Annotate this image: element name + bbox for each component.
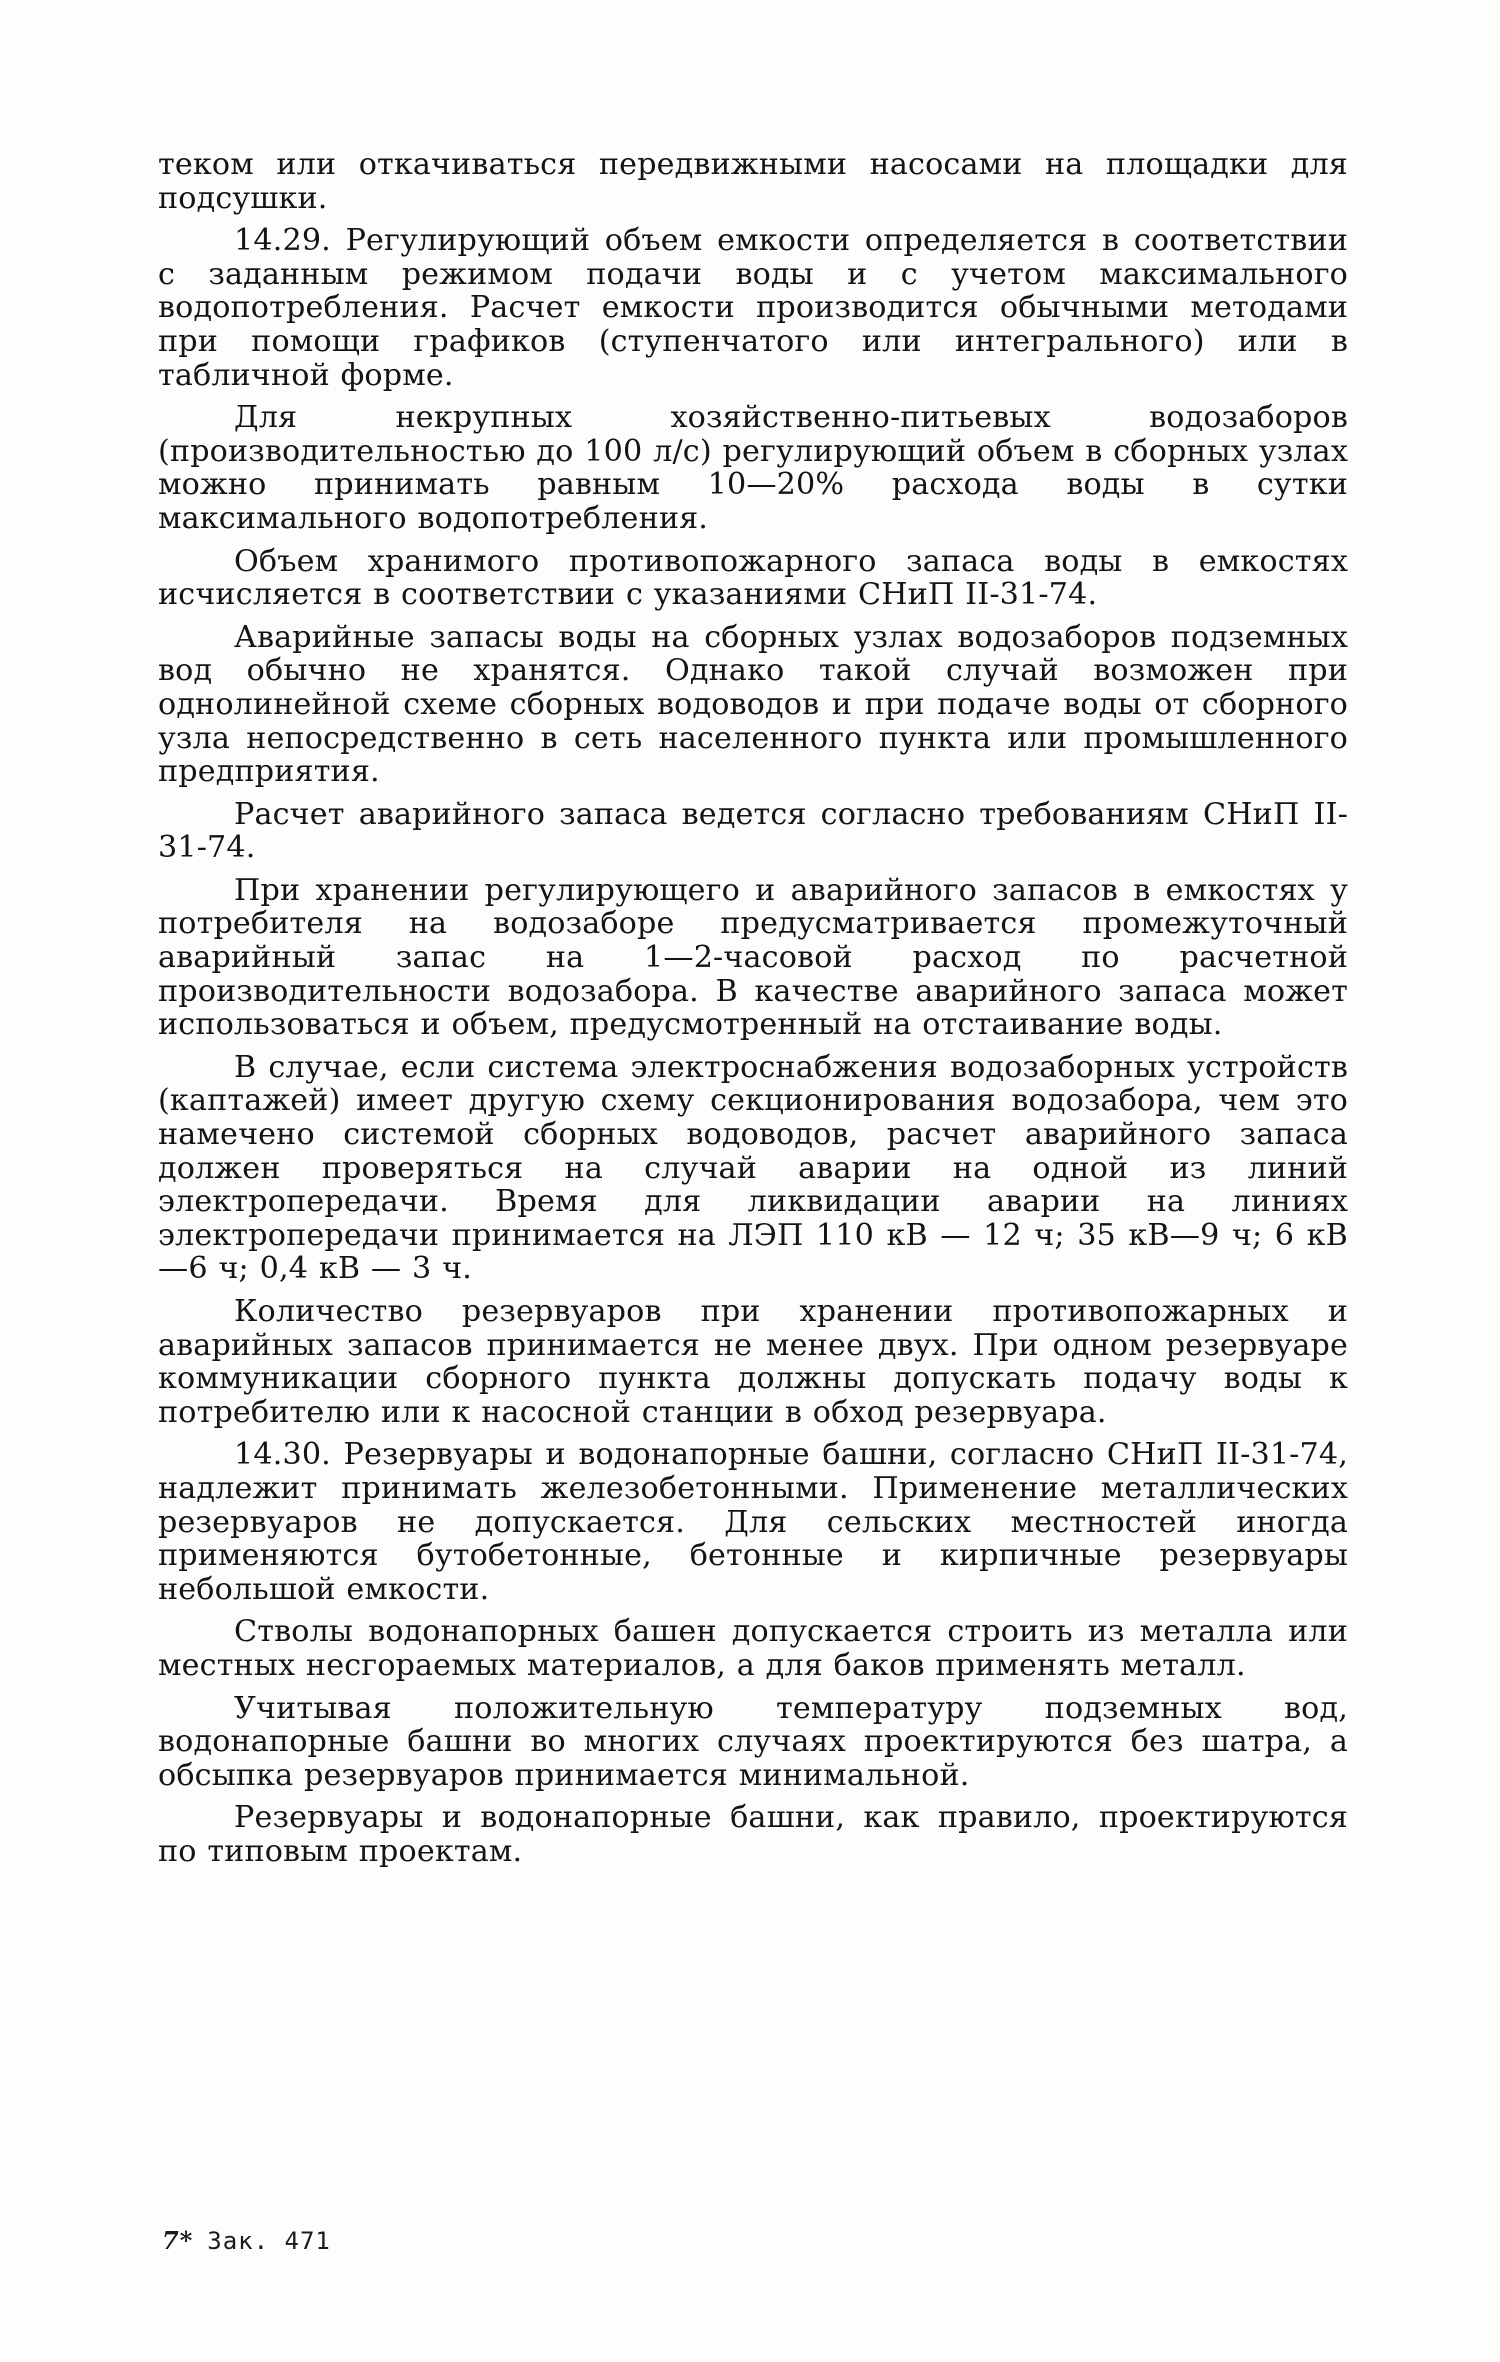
paragraph-14-30-reservoirs: 14.30. Резервуары и водонапорные башни, согласно СНиП II-31-74, надлежит принимать железобетонными. Применение металлических резервуаров не допускается. Для сельских местностей иногда применяются бутобетонные, бетонные и кирпичные резервуары небольшой емкости.: [158, 1437, 1348, 1607]
paragraph-emergency-reserves: Аварийные запасы воды на сборных узлах водозаборов подземных вод обычно не хранятся. Однако такой случай возможен при однолинейной схеме сборных водоводов и при подаче воды от сборного узла непосредственно в сеть населенного пункта или промышленного предприятия.: [158, 619, 1348, 790]
signature-mark: 7*: [162, 2226, 194, 2255]
paragraph-power-supply: В случае, если система электроснабжения водозаборных устройств (каптажей) имеет другую схему секционирования водозабора, чем это намечено системой сборных водоводов, расчет аварийного запаса должен проверяться на случай аварии на одной из линий электропередачи. Время для ликвидации аварии на линиях электропередачи принимается на ЛЭП 110 кВ — 12 ч; 35 кВ—9 ч; 6 кВ—6 ч; 0,4 кВ — 3 ч.: [158, 1049, 1348, 1287]
page-body-text: [158, 148, 1348, 1878]
paragraph-intermediate-reserve: При хранении регулирующего и аварийного запасов в емкостях у потребителя на водозаборе предусматривается промежуточный аварийный запас на 1—2-часовой расход по расчетной производительности водозабора. В качестве аварийного запаса может использоваться и объем, предусмотренный на отстаивание воды.: [158, 872, 1348, 1043]
paragraph-emergency-calculation: Расчет аварийного запаса ведется согласно требованиям СНиП II-31-74.: [158, 796, 1348, 866]
paragraph-small-intakes: Для некрупных хозяйственно-питьевых водозаборов (производительностью до 100 л/с) регулирующий объем в сборных узлах можно принимать равным 10—20% расхода воды в сутки максимального водопотребления.: [158, 400, 1348, 536]
paragraph-14-29-regulating-volume: 14.29. Регулирующий объем емкости определяется в соответствии с заданным режимом подачи воды и с учетом максимального водопотребления. Расчет емкости производится обычными методами при помощи графиков (ступенчатого или интегрального) или в табличной форме.: [158, 223, 1348, 393]
order-number: Зак. 471: [207, 2227, 331, 2255]
paragraph-reservoir-count: Количество резервуаров при хранении противопожарных и аварийных запасов принимается не менее двух. При одном резервуаре коммуникации сборного пункта должны допускать подачу воды к потребителю или к насосной станции в обход резервуара.: [158, 1294, 1348, 1430]
page-footer: [162, 2226, 331, 2255]
paragraph-tower-shafts: Стволы водонапорных башен допускается строить из металла или местных несгораемых материалов, а для баков применять металл.: [158, 1614, 1348, 1683]
paragraph-continuation: теком или откачиваться передвижными насосами на площадки для подсушки.: [158, 147, 1348, 216]
paragraph-fire-reserve: Объем хранимого противопожарного запаса воды в емкостях исчисляется в соответствии с указаниями СНиП II-31-74.: [158, 543, 1348, 613]
paragraph-typical-projects: Резервуары и водонапорные башни, как правило, проектируются по типовым проектам.: [158, 1800, 1348, 1869]
paragraph-towers-without-hood: Учитывая положительную температуру подземных вод, водонапорные башни во многих случаях проектируются без шатра, а обсыпка резервуаров принимается минимальной.: [158, 1690, 1348, 1793]
